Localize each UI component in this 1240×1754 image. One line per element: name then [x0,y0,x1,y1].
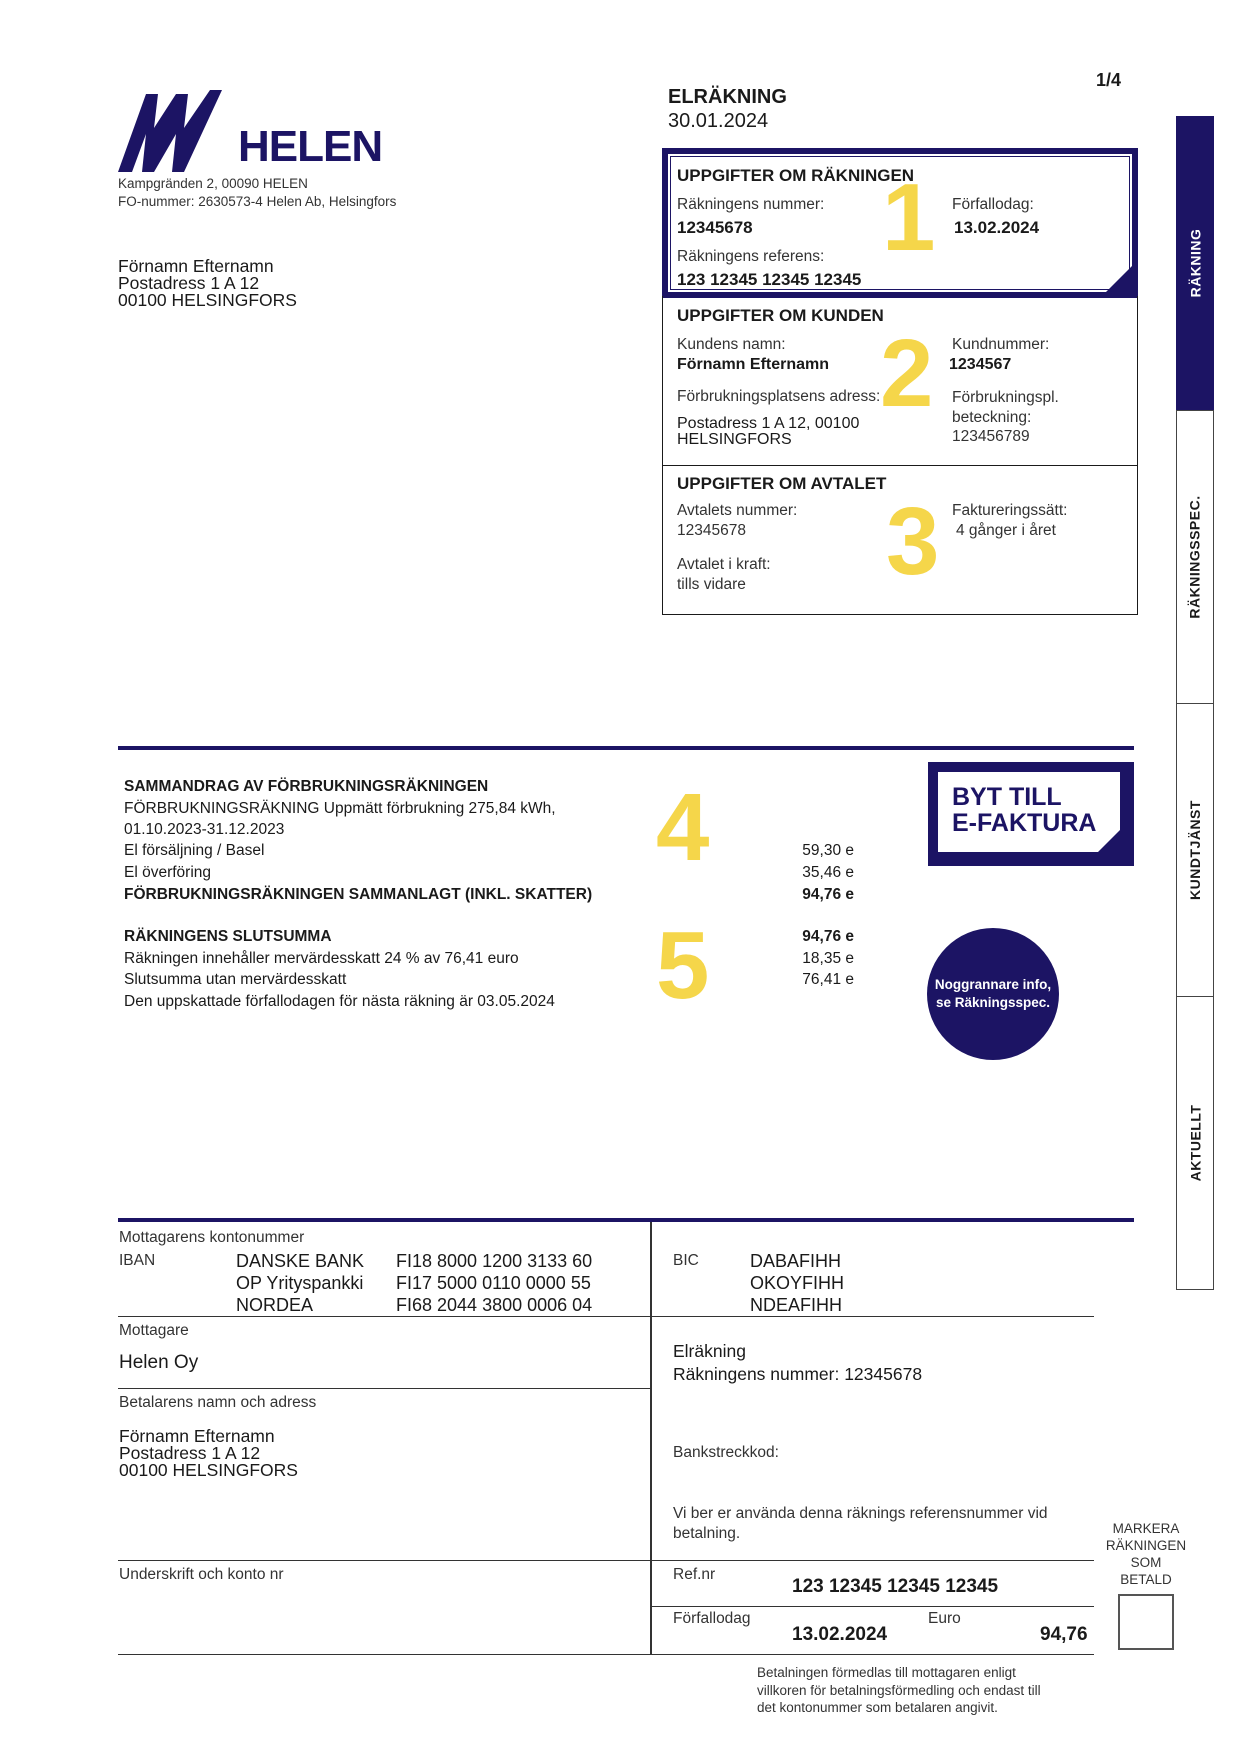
final-total-title: RÄKNINGENS SLUTSUMMA [124,928,332,945]
reference-note [673,1504,1048,1544]
consumption-total-label: FÖRBRUKNINGSRÄKNINGEN SAMMANLAGT (INKL. SKATTER) [124,886,593,903]
final-total-value: 94,76 e [802,928,854,945]
recipient-value: Helen Oy [119,1352,199,1373]
bank-name-danske: DANSKE BANK [236,1251,365,1271]
slip-line [118,1316,650,1317]
invoice-number-label: Räkningens nummer: [677,196,825,213]
tab-aktuellt[interactable] [1176,996,1214,1290]
bank-name-op: OP Yrityspankki [236,1273,364,1293]
due-date-label: Förfallodag: [952,196,1034,213]
payment-slip-divider [118,1218,1134,1222]
bank-name-nordea: NORDEA [236,1295,314,1315]
footer-line-1: Betalningen förmedlas till mottagaren enligt [757,1665,1016,1680]
site-address-label: Förbrukningsplatsens adress: [677,388,881,405]
bic-nordea: NDEAFIHH [750,1295,843,1315]
customer-number-label: Kundnummer: [952,336,1050,353]
page-number: 1/4 [1096,70,1122,90]
logo-wordmark: HELEN [238,122,383,171]
tab-rakning-label: RÄKNING [1187,228,1203,298]
due-date-slip-value: 13.02.2024 [792,1624,888,1645]
invoice-number-value: 12345678 [677,218,753,237]
sales-value: 59,30 e [802,842,854,859]
footer-line-3: det kontonummer som betalaren angivit. [757,1700,998,1715]
slip-line [650,1606,1094,1607]
mark-as-paid-checkbox[interactable] [1118,1594,1174,1650]
company-address: Kampgränden 2, 00090 HELEN [118,176,308,191]
tab-rakningsspec[interactable] [1176,410,1214,704]
site-address-value [677,416,859,448]
invoice-type: Elräkning [673,1341,746,1361]
einvoice-line-2: E-FAKTURA [952,809,1097,837]
euro-label: Euro [928,1610,961,1627]
slip-line [118,1388,650,1389]
iban-label: IBAN [119,1252,156,1269]
customer-number-value: 1234567 [949,356,1012,373]
site-address-line-1: Postadress 1 A 12, 00100 [677,415,860,432]
billing-label: Faktureringssätt: [952,502,1068,519]
einvoice-line-1: BYT TILL [952,783,1062,811]
tab-aktuellt-label: AKTUELLT [1187,1104,1203,1182]
bank-names [236,1250,364,1316]
sales-label: El försäljning / Basel [124,842,265,859]
tab-kundtjanst-label: KUNDTJÄNST [1187,800,1204,900]
iban-numbers [396,1250,592,1316]
consumption-total-value: 94,76 e [802,886,854,903]
switch-to-einvoice-button[interactable] [928,762,1134,866]
payer-street: Postadress 1 A 12 [119,1443,261,1463]
marker-4: 4 [656,774,710,881]
contract-number-value: 12345678 [677,522,746,539]
more-info-line-1: Noggrannare info, [934,977,1052,992]
barcode-label: Bankstreckkod: [673,1444,779,1461]
contract-valid-value: tills vidare [677,576,746,593]
billing-value: 4 gånger i året [956,522,1056,539]
summary-title: SAMMANDRAG AV FÖRBRUKNINGSRÄKNINGEN [124,778,489,795]
mark-paid-line-4: BETALD [1120,1572,1172,1587]
signature-label: Underskrift och konto nr [119,1566,284,1583]
next-due-note: Den uppskattade förfallodagen för nästa räkning är 03.05.2024 [124,993,555,1010]
slip-line [118,1560,1094,1561]
ref-number-value: 123 12345 12345 12345 [792,1576,999,1597]
slip-line [650,1316,1094,1317]
site-address-line-2: HELSINGFORS [677,431,792,448]
bic-codes [750,1250,844,1316]
ref-number-label: Ref.nr [673,1566,716,1583]
payment-footer-note [757,1664,1041,1717]
marker-3: 3 [886,488,940,595]
recipient-label: Mottagare [119,1322,189,1339]
footer-line-2: villkoren för betalningsförmedling och endast till [757,1682,1041,1698]
vat-value: 18,35 e [802,950,854,967]
iban-op: FI17 5000 0110 0000 55 [396,1273,591,1293]
net-label: Slutsumma utan mervärdesskatt [124,971,347,988]
customer-name-label: Kundens namn: [677,336,786,353]
site-id-label-line-2: beteckning: [952,409,1032,426]
recipient-city: 00100 HELSINGFORS [118,290,297,310]
more-info-line-2: se Räkningsspec. [935,995,1051,1010]
invoice-box-title: UPPGIFTER OM RÄKNINGEN [677,166,915,185]
net-value: 76,41 e [802,971,854,988]
site-id-value: 123456789 [952,428,1030,445]
document-title: ELRÄKNING [668,86,787,108]
site-id-label [952,388,1059,428]
bic-danske: DABAFIHH [750,1251,842,1271]
payer-address [119,1428,298,1479]
document-date: 30.01.2024 [668,110,769,132]
contract-valid-label: Avtalet i kraft: [677,556,771,573]
bic-op: OKOYFIHH [750,1273,845,1293]
slip-vertical-divider [650,1222,652,1654]
customer-box-title: UPPGIFTER OM KUNDEN [677,306,884,325]
summary-divider [118,746,1134,750]
slip-line [118,1654,1094,1655]
marker-1: 1 [882,164,936,271]
corner-notch [1102,262,1136,296]
summary-line-2: 01.10.2023-31.12.2023 [124,821,285,838]
recipient-street: Postadress 1 A 12 [118,273,260,293]
payer-name: Förnamn Efternamn [119,1426,275,1446]
mark-as-paid-label [1100,1520,1192,1588]
recipient-name: Förnamn Efternamn [118,256,274,276]
invoice-reference-label: Räkningens referens: [677,248,825,265]
marker-2: 2 [880,320,934,427]
customer-name-value: Förnamn Efternamn [677,356,830,373]
invoice-reference-value: 123 12345 12345 12345 [677,270,862,289]
mark-paid-line-1: MARKERA [1112,1521,1180,1536]
iban-danske: FI18 8000 1200 3133 60 [396,1251,593,1271]
reference-note-line-1: Vi ber er använda denna räknings referensnummer vid [673,1505,1048,1522]
mark-paid-line-2: RÄKNINGEN [1105,1538,1187,1553]
summary-line-1: FÖRBRUKNINGSRÄKNING Uppmätt förbrukning 275,84 kWh, [124,800,556,817]
tab-rakningsspec-label: RÄKNINGSSPEC. [1187,495,1203,619]
mark-paid-line-3: SOM [1130,1555,1162,1570]
more-info-badge[interactable] [927,928,1059,1060]
bic-label: BIC [673,1252,699,1269]
marker-5: 5 [656,912,710,1019]
due-date-slip-label: Förfallodag [673,1610,751,1627]
transfer-label: El överföring [124,864,212,881]
tab-kundtjanst[interactable] [1176,703,1214,997]
contract-number-label: Avtalets nummer: [677,502,798,519]
euro-amount: 94,76 [1040,1624,1088,1645]
company-business-id: FO-nummer: 2630573-4 Helen Ab, Helsingfors [118,194,397,209]
invoice-number: Räkningens nummer: 12345678 [673,1364,923,1384]
recipient-address [118,258,297,309]
payer-city: 00100 HELSINGFORS [119,1460,298,1480]
account-label: Mottagarens kontonummer [119,1229,305,1246]
invoice-info [673,1340,922,1386]
transfer-value: 35,46 e [802,864,854,881]
payer-label: Betalarens namn och adress [119,1394,317,1411]
helen-logo-icon [118,88,228,174]
tab-rakning[interactable] [1176,116,1214,410]
iban-nordea: FI68 2044 3800 0006 04 [396,1295,593,1315]
reference-note-line-2: betalning. [673,1525,741,1542]
contract-box-title: UPPGIFTER OM AVTALET [677,474,887,493]
corner-notch [1096,828,1122,854]
vat-label: Räkningen innehåller mervärdesskatt 24 % av 76,41 euro [124,950,519,967]
site-id-label-line-1: Förbrukningspl. [952,389,1059,406]
due-date-value: 13.02.2024 [954,218,1040,237]
